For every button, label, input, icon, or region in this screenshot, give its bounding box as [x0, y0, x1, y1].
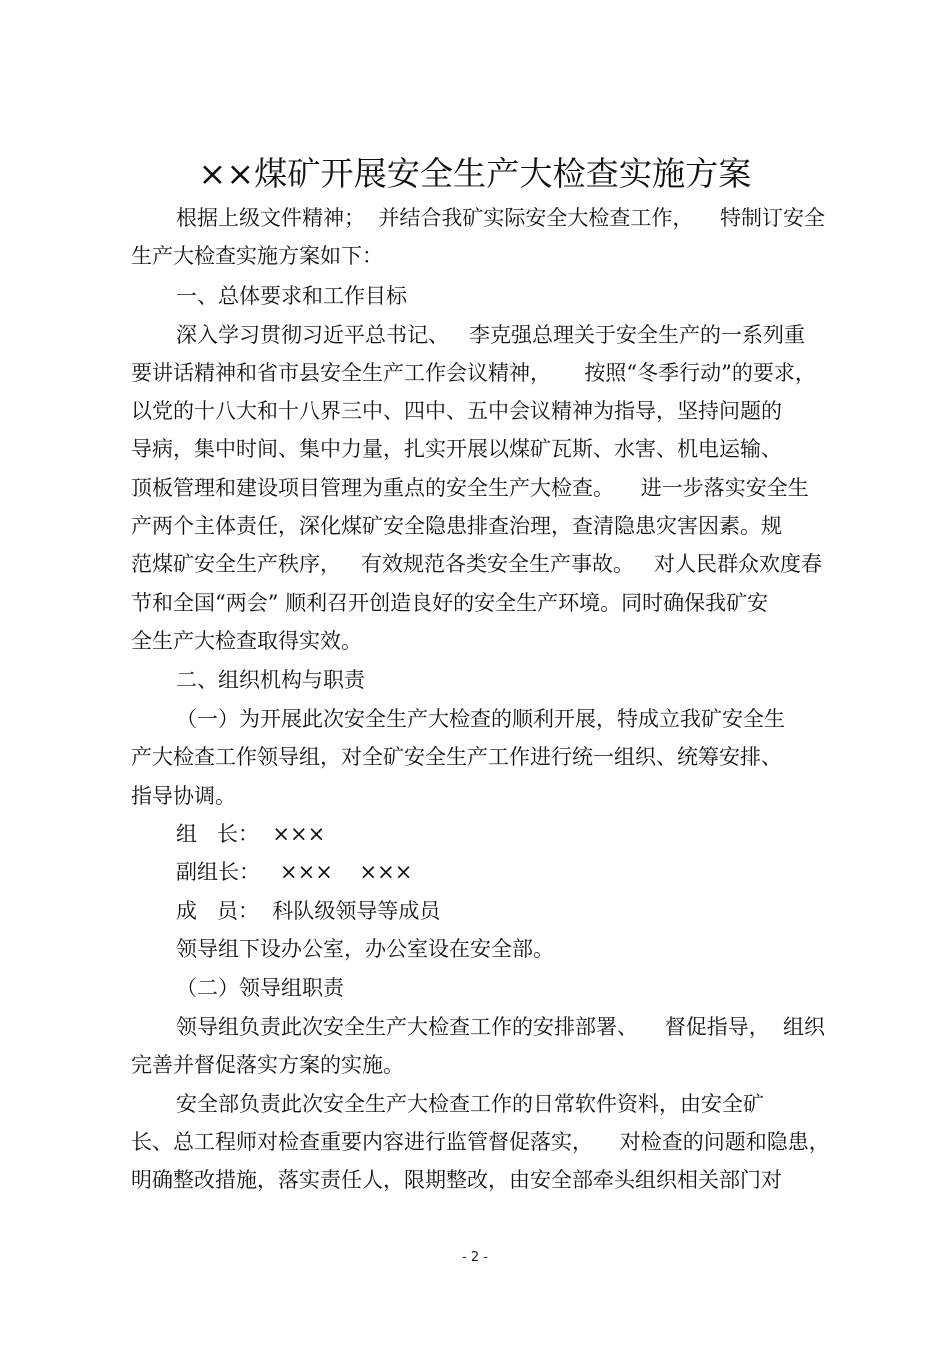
text-line: 根据上级文件精神； 并结合我矿实际安全大检查工作， 特制订安全	[176, 206, 826, 230]
text-line: 范煤矿安全生产秩序， 有效规范各类安全生产事故。 对人民群众欢度春	[131, 552, 823, 576]
text-line: 产两个主体责任，深化煤矿安全隐患排查治理，查清隐患灾害因素。规	[131, 514, 782, 538]
text-line: （一）为开展此次安全生产大检查的顺利开展，特成立我矿安全生	[176, 707, 785, 731]
text-line: 完善并督促落实方案的实施。	[131, 1053, 404, 1077]
text-line: 全生产大检查取得实效。	[131, 629, 362, 653]
text-line: 顶板管理和建设项目管理为重点的安全生产大检查。 进一步落实安全生	[131, 476, 809, 500]
text-line: 以党的十八大和十八界三中、四中、五中会议精神为指导，坚持问题的	[131, 399, 782, 423]
text-line: 导病，集中时间、集中力量，扎实开展以煤矿瓦斯、水害、机电运输、	[131, 437, 782, 461]
text-line: 组 长： ×××	[176, 822, 326, 846]
text-line: 长、总工程师对检查重要内容进行监管督促落实， 对检查的问题和隐患，	[131, 1130, 830, 1154]
page-number: - 2 -	[462, 1250, 488, 1265]
text-line: 节和全国“两会” 顺利召开创造良好的安全生产环境。同时确保我矿安	[131, 591, 769, 615]
text-line: 安全部负责此次安全生产大检查工作的日常软件资料，由安全矿	[176, 1092, 764, 1116]
text-line: 要讲话精神和省市县安全生产工作会议精神， 按照“冬季行动”的要求，	[131, 361, 816, 385]
text-line: 成 员： 科队级领导等成员	[176, 899, 441, 923]
text-line: 领导组下设办公室，办公室设在安全部。	[176, 937, 554, 961]
text-line: 指导协调。	[131, 784, 236, 808]
text-line: 明确整改措施，落实责任人，限期整改，由安全部牵头组织相关部门对	[131, 1168, 782, 1192]
section-heading: （二）领导组职责	[176, 976, 344, 1000]
text-line: 生产大检查实施方案如下：	[131, 244, 383, 268]
text-line: 领导组负责此次安全生产大检查工作的安排部署、 督促指导， 组织	[176, 1015, 826, 1039]
text-line: 副组长： ××× ×××	[176, 860, 413, 884]
section-heading: 二、组织机构与职责	[176, 668, 365, 692]
text-line: 产大检查工作领导组，对全矿安全生产工作进行统一组织、统筹安排、	[131, 745, 782, 769]
text-line: 深入学习贯彻习近平总书记、 李克强总理关于安全生产的一系列重	[176, 323, 806, 347]
section-heading: 一、总体要求和工作目标	[176, 284, 407, 308]
page-title: ××煤矿开展安全生产大检查实施方案	[198, 154, 752, 193]
